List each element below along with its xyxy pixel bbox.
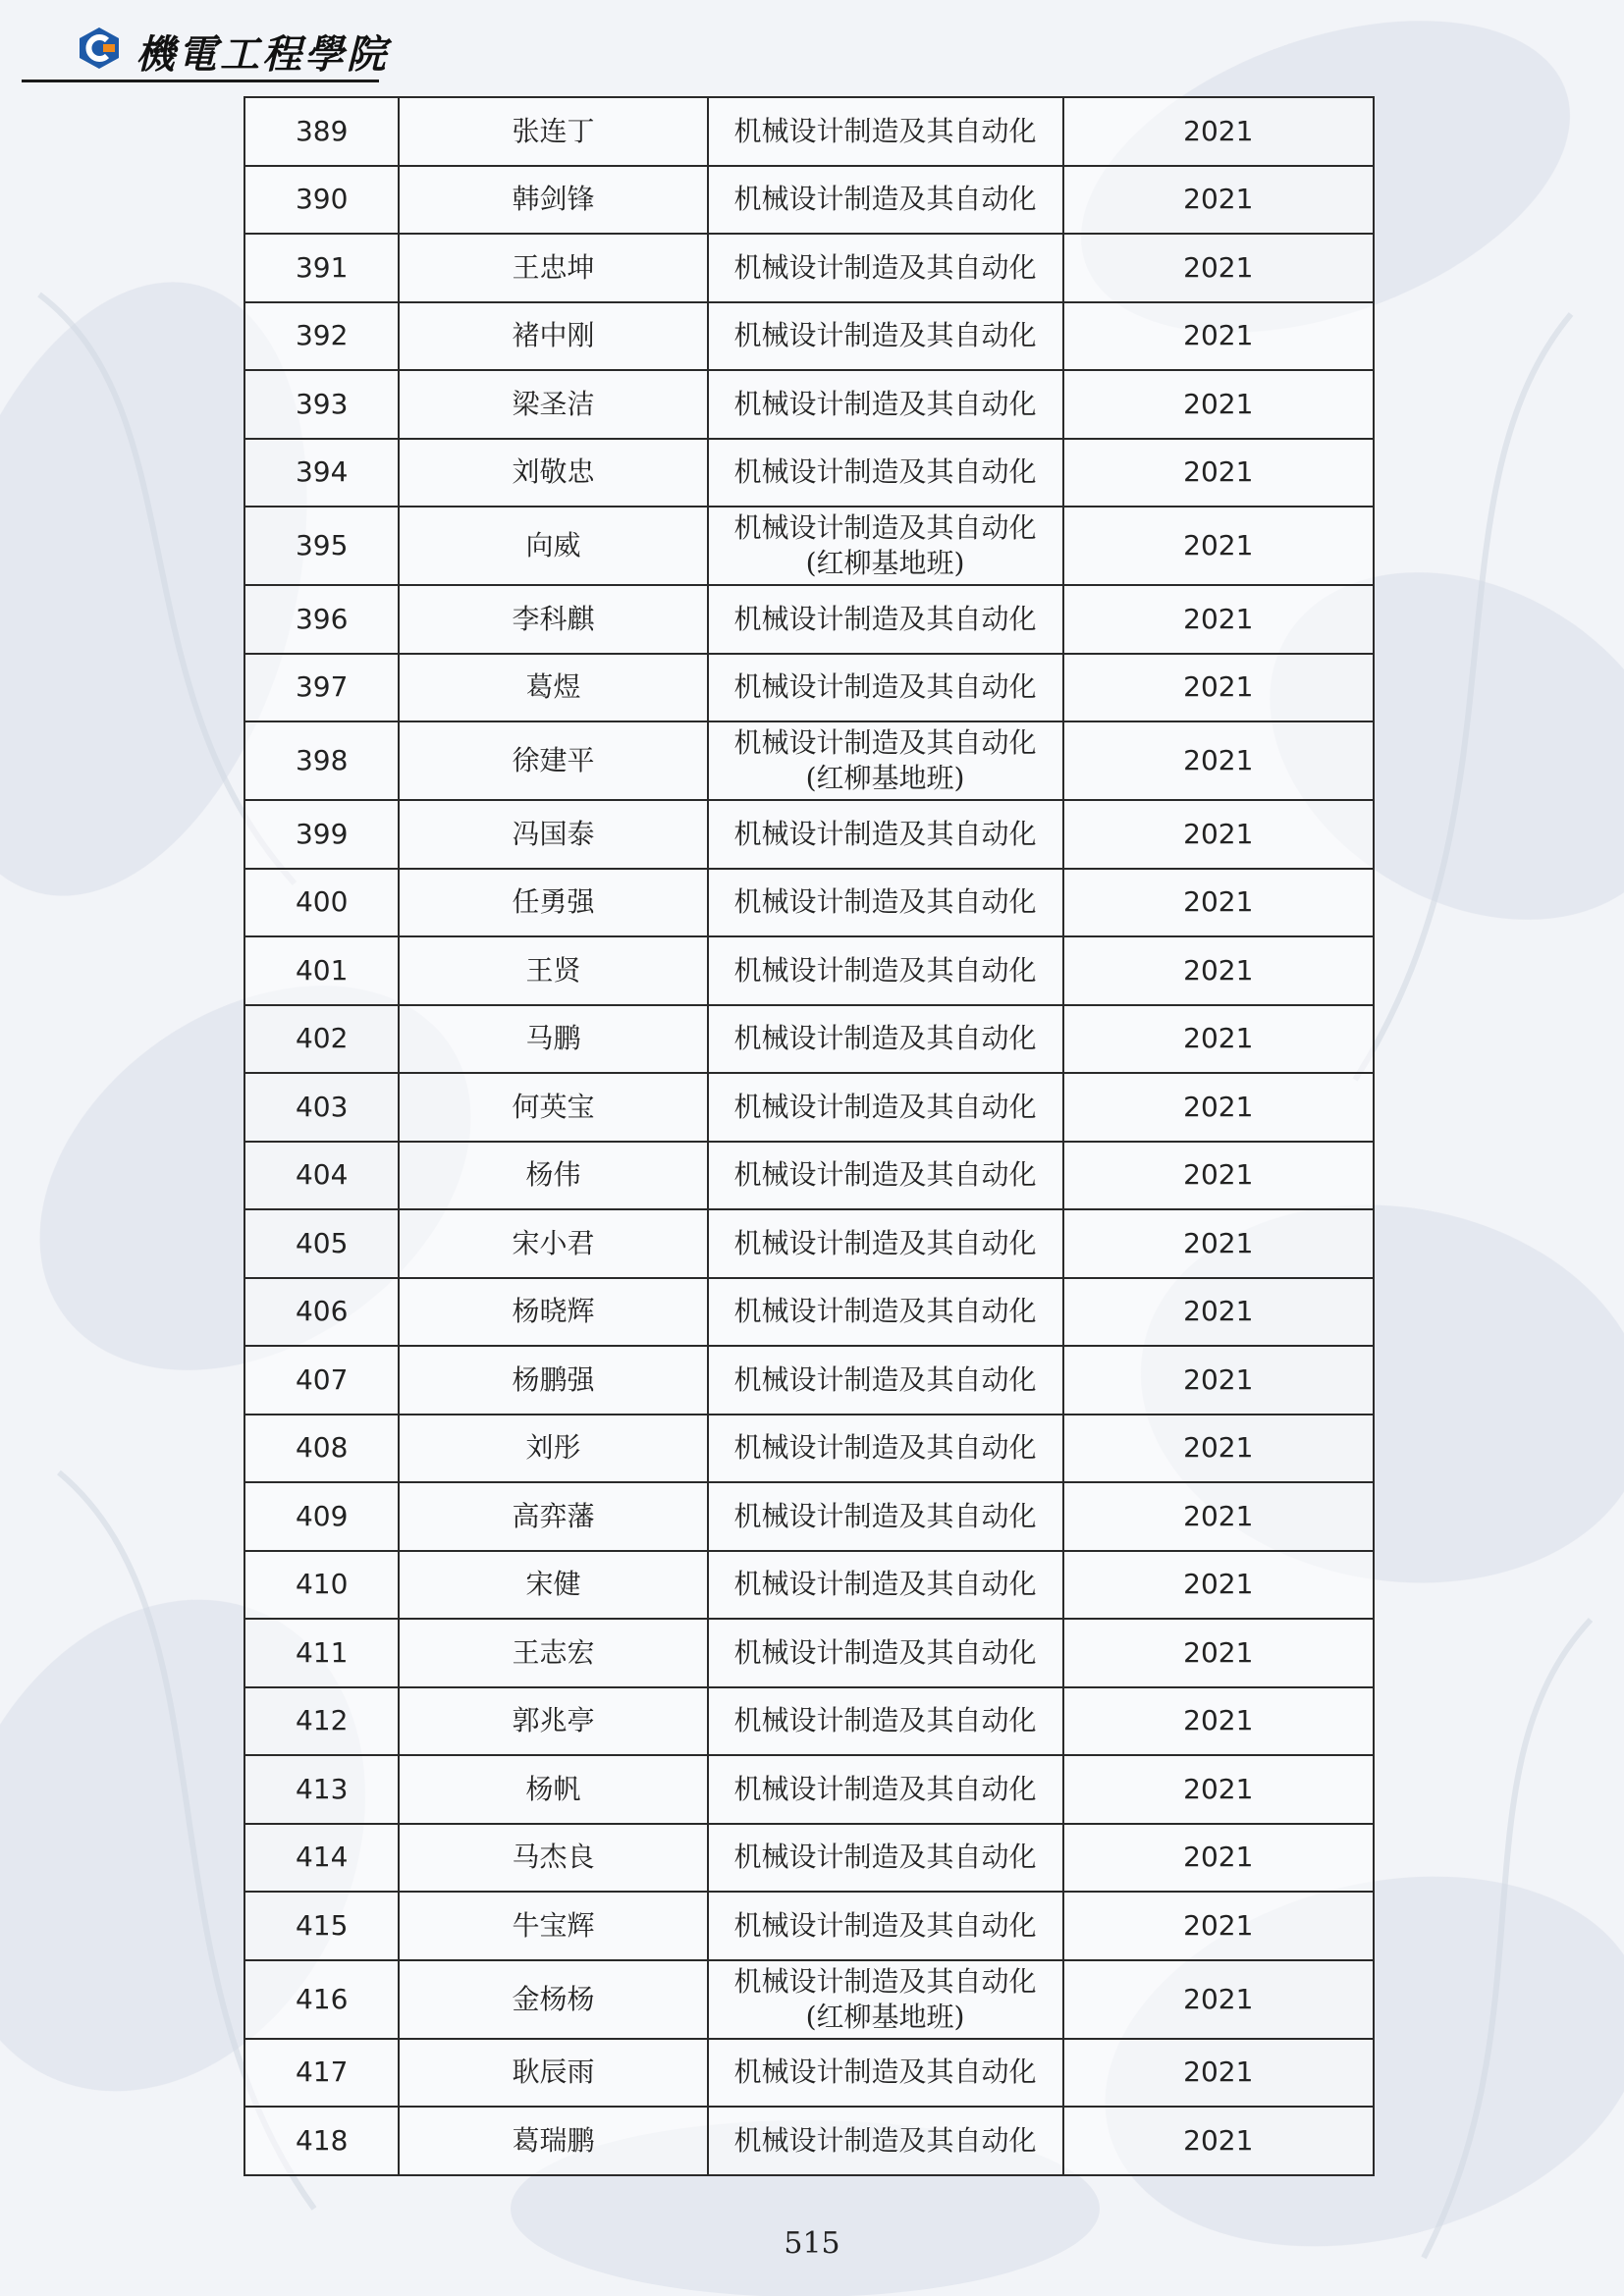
row-number-cell: 393 [244, 370, 399, 439]
table-row [244, 1687, 1374, 1756]
row-number-cell: 403 [244, 1073, 399, 1142]
enrollment-year-cell: 2021 [1063, 1892, 1374, 1960]
table-row [244, 2107, 1374, 2175]
table-row [244, 1755, 1374, 1824]
enrollment-year-cell: 2021 [1063, 654, 1374, 722]
student-name-cell: 王忠坤 [399, 234, 707, 302]
student-name-cell: 耿辰雨 [399, 2039, 707, 2108]
major-name: 机械设计制造及其自动化 [733, 183, 1037, 216]
student-name-cell: 宋健 [399, 1551, 707, 1620]
major-name: 机械设计制造及其自动化 [733, 885, 1037, 919]
major-cell [708, 1142, 1063, 1210]
student-name-cell: 张连丁 [399, 97, 707, 166]
enrollment-year-cell: 2021 [1063, 1619, 1374, 1687]
major-name: 机械设计制造及其自动化 [733, 1295, 1037, 1328]
row-number-cell: 399 [244, 800, 399, 869]
table-row [244, 1551, 1374, 1620]
major-cell [708, 1892, 1063, 1960]
major-cell [708, 1482, 1063, 1551]
major-name: 机械设计制造及其自动化 [733, 250, 1037, 284]
major-cell [708, 869, 1063, 937]
row-number-cell: 406 [244, 1278, 399, 1347]
student-name-cell: 杨鹏强 [399, 1346, 707, 1415]
major-cell [708, 166, 1063, 235]
major-cell [708, 1209, 1063, 1278]
roster-body [244, 97, 1374, 2175]
table-row [244, 1960, 1374, 2039]
table-row [244, 1005, 1374, 1074]
row-number-cell: 394 [244, 439, 399, 507]
student-name-cell: 杨帆 [399, 1755, 707, 1824]
row-number-cell: 414 [244, 1824, 399, 1893]
enrollment-year-cell: 2021 [1063, 869, 1374, 937]
major-class-note: (红柳基地班) [805, 762, 965, 794]
enrollment-year-cell: 2021 [1063, 1005, 1374, 1074]
row-number-cell: 407 [244, 1346, 399, 1415]
major-cell [708, 585, 1063, 654]
major-name: 机械设计制造及其自动化 [733, 602, 1037, 635]
major-name: 机械设计制造及其自动化 [733, 387, 1037, 420]
major-cell [708, 1073, 1063, 1142]
table-row [244, 1892, 1374, 1960]
table-row [244, 1415, 1374, 1483]
table-row [244, 800, 1374, 869]
enrollment-year-cell: 2021 [1063, 1415, 1374, 1483]
header-divider [22, 80, 379, 82]
row-number-cell: 389 [244, 97, 399, 166]
table-row [244, 1142, 1374, 1210]
major-name: 机械设计制造及其自动化 [733, 953, 1037, 987]
enrollment-year-cell: 2021 [1063, 1960, 1374, 2039]
major-cell [708, 2107, 1063, 2175]
college-logo-icon [77, 26, 122, 71]
enrollment-year-cell: 2021 [1063, 370, 1374, 439]
major-name: 机械设计制造及其自动化 [733, 1964, 1037, 1998]
row-number-cell: 404 [244, 1142, 399, 1210]
row-number-cell: 396 [244, 585, 399, 654]
enrollment-year-cell: 2021 [1063, 936, 1374, 1005]
enrollment-year-cell: 2021 [1063, 2107, 1374, 2175]
page-number: 515 [784, 2226, 840, 2261]
major-name: 机械设计制造及其自动化 [733, 2056, 1037, 2089]
major-cell [708, 1415, 1063, 1483]
student-name-cell: 金杨杨 [399, 1960, 707, 2039]
student-name-cell: 马杰良 [399, 1824, 707, 1893]
major-cell [708, 302, 1063, 371]
major-cell [708, 1619, 1063, 1687]
major-name: 机械设计制造及其自动化 [733, 455, 1037, 489]
enrollment-year-cell: 2021 [1063, 234, 1374, 302]
row-number-cell: 410 [244, 1551, 399, 1620]
student-name-cell: 郭兆亭 [399, 1687, 707, 1756]
student-name-cell: 任勇强 [399, 869, 707, 937]
major-cell [708, 1687, 1063, 1756]
row-number-cell: 401 [244, 936, 399, 1005]
enrollment-year-cell: 2021 [1063, 1687, 1374, 1756]
enrollment-year-cell: 2021 [1063, 1278, 1374, 1347]
student-name-cell: 高弈藩 [399, 1482, 707, 1551]
major-cell [708, 721, 1063, 800]
major-name: 机械设计制造及其自动化 [733, 1158, 1037, 1192]
major-cell [708, 1278, 1063, 1347]
row-number-cell: 397 [244, 654, 399, 722]
table-row [244, 439, 1374, 507]
row-number-cell: 416 [244, 1960, 399, 2039]
student-name-cell: 杨晓辉 [399, 1278, 707, 1347]
major-class-note: (红柳基地班) [805, 2000, 965, 2033]
student-name-cell: 徐建平 [399, 721, 707, 800]
major-cell [708, 439, 1063, 507]
major-name: 机械设计制造及其自动化 [733, 1772, 1037, 1805]
student-name-cell: 王志宏 [399, 1619, 707, 1687]
major-name: 机械设计制造及其自动化 [733, 670, 1037, 704]
major-cell [708, 2039, 1063, 2108]
table-row [244, 166, 1374, 235]
table-row [244, 370, 1374, 439]
major-cell [708, 97, 1063, 166]
table-row [244, 585, 1374, 654]
table-row [244, 869, 1374, 937]
student-name-cell: 王贤 [399, 936, 707, 1005]
major-name: 机械设计制造及其自动化 [733, 1090, 1037, 1123]
table-row [244, 721, 1374, 800]
student-roster-table [244, 96, 1375, 2176]
row-number-cell: 400 [244, 869, 399, 937]
major-name: 机械设计制造及其自动化 [733, 1568, 1037, 1601]
enrollment-year-cell: 2021 [1063, 507, 1374, 585]
major-cell [708, 654, 1063, 722]
table-row [244, 654, 1374, 722]
enrollment-year-cell: 2021 [1063, 1209, 1374, 1278]
student-name-cell: 向威 [399, 507, 707, 585]
major-name: 机械设计制造及其自动化 [733, 1022, 1037, 1055]
row-number-cell: 409 [244, 1482, 399, 1551]
student-name-cell: 杨伟 [399, 1142, 707, 1210]
student-name-cell: 葛瑞鹏 [399, 2107, 707, 2175]
major-name: 机械设计制造及其自动化 [733, 1704, 1037, 1737]
enrollment-year-cell: 2021 [1063, 1824, 1374, 1893]
row-number-cell: 413 [244, 1755, 399, 1824]
table-row [244, 97, 1374, 166]
table-row [244, 1482, 1374, 1551]
table-row [244, 234, 1374, 302]
enrollment-year-cell: 2021 [1063, 1346, 1374, 1415]
major-cell [708, 800, 1063, 869]
enrollment-year-cell: 2021 [1063, 1755, 1374, 1824]
student-name-cell: 韩剑锋 [399, 166, 707, 235]
major-cell [708, 1960, 1063, 2039]
student-name-cell: 牛宝辉 [399, 1892, 707, 1960]
row-number-cell: 395 [244, 507, 399, 585]
student-name-cell: 李科麒 [399, 585, 707, 654]
major-cell [708, 1824, 1063, 1893]
major-name: 机械设计制造及其自动化 [733, 2123, 1037, 2157]
table-row [244, 1619, 1374, 1687]
major-name: 机械设计制造及其自动化 [733, 319, 1037, 352]
major-cell [708, 1755, 1063, 1824]
table-row [244, 936, 1374, 1005]
major-name: 机械设计制造及其自动化 [733, 114, 1037, 147]
enrollment-year-cell: 2021 [1063, 166, 1374, 235]
enrollment-year-cell: 2021 [1063, 585, 1374, 654]
row-number-cell: 412 [244, 1687, 399, 1756]
major-name: 机械设计制造及其自动化 [733, 1908, 1037, 1942]
page-header [22, 18, 389, 79]
major-cell [708, 370, 1063, 439]
enrollment-year-cell: 2021 [1063, 97, 1374, 166]
student-name-cell: 刘彤 [399, 1415, 707, 1483]
enrollment-year-cell: 2021 [1063, 800, 1374, 869]
major-name: 机械设计制造及其自动化 [733, 511, 1037, 544]
student-name-cell: 刘敬忠 [399, 439, 707, 507]
row-number-cell: 415 [244, 1892, 399, 1960]
student-name-cell: 梁圣洁 [399, 370, 707, 439]
row-number-cell: 418 [244, 2107, 399, 2175]
row-number-cell: 390 [244, 166, 399, 235]
enrollment-year-cell: 2021 [1063, 721, 1374, 800]
row-number-cell: 411 [244, 1619, 399, 1687]
enrollment-year-cell: 2021 [1063, 1073, 1374, 1142]
major-cell [708, 936, 1063, 1005]
major-cell [708, 234, 1063, 302]
major-name: 机械设计制造及其自动化 [733, 1362, 1037, 1396]
enrollment-year-cell: 2021 [1063, 1142, 1374, 1210]
enrollment-year-cell: 2021 [1063, 439, 1374, 507]
student-name-cell: 冯国泰 [399, 800, 707, 869]
table-row [244, 1073, 1374, 1142]
table-row [244, 302, 1374, 371]
table-row [244, 1824, 1374, 1893]
student-name-cell: 宋小君 [399, 1209, 707, 1278]
row-number-cell: 408 [244, 1415, 399, 1483]
major-name: 机械设计制造及其自动化 [733, 726, 1037, 759]
enrollment-year-cell: 2021 [1063, 302, 1374, 371]
student-name-cell: 葛煜 [399, 654, 707, 722]
row-number-cell: 398 [244, 721, 399, 800]
student-name-cell: 何英宝 [399, 1073, 707, 1142]
student-name-cell: 褚中刚 [399, 302, 707, 371]
major-cell [708, 1551, 1063, 1620]
major-name: 机械设计制造及其自动化 [733, 1226, 1037, 1259]
row-number-cell: 391 [244, 234, 399, 302]
table-row [244, 2039, 1374, 2108]
major-name: 机械设计制造及其自动化 [733, 1635, 1037, 1669]
major-cell [708, 1346, 1063, 1415]
major-class-note: (红柳基地班) [805, 547, 965, 579]
table-row [244, 1346, 1374, 1415]
major-name: 机械设计制造及其自动化 [733, 1841, 1037, 1874]
table-row [244, 1209, 1374, 1278]
major-name: 机械设计制造及其自动化 [733, 1431, 1037, 1465]
row-number-cell: 405 [244, 1209, 399, 1278]
enrollment-year-cell: 2021 [1063, 1551, 1374, 1620]
student-name-cell: 马鹏 [399, 1005, 707, 1074]
major-name: 机械设计制造及其自动化 [733, 1499, 1037, 1532]
school-name: 機電工程學院 [135, 31, 389, 78]
row-number-cell: 402 [244, 1005, 399, 1074]
enrollment-year-cell: 2021 [1063, 1482, 1374, 1551]
table-row [244, 507, 1374, 585]
row-number-cell: 417 [244, 2039, 399, 2108]
major-cell [708, 507, 1063, 585]
table-row [244, 1278, 1374, 1347]
row-number-cell: 392 [244, 302, 399, 371]
enrollment-year-cell: 2021 [1063, 2039, 1374, 2108]
major-cell [708, 1005, 1063, 1074]
major-name: 机械设计制造及其自动化 [733, 817, 1037, 850]
